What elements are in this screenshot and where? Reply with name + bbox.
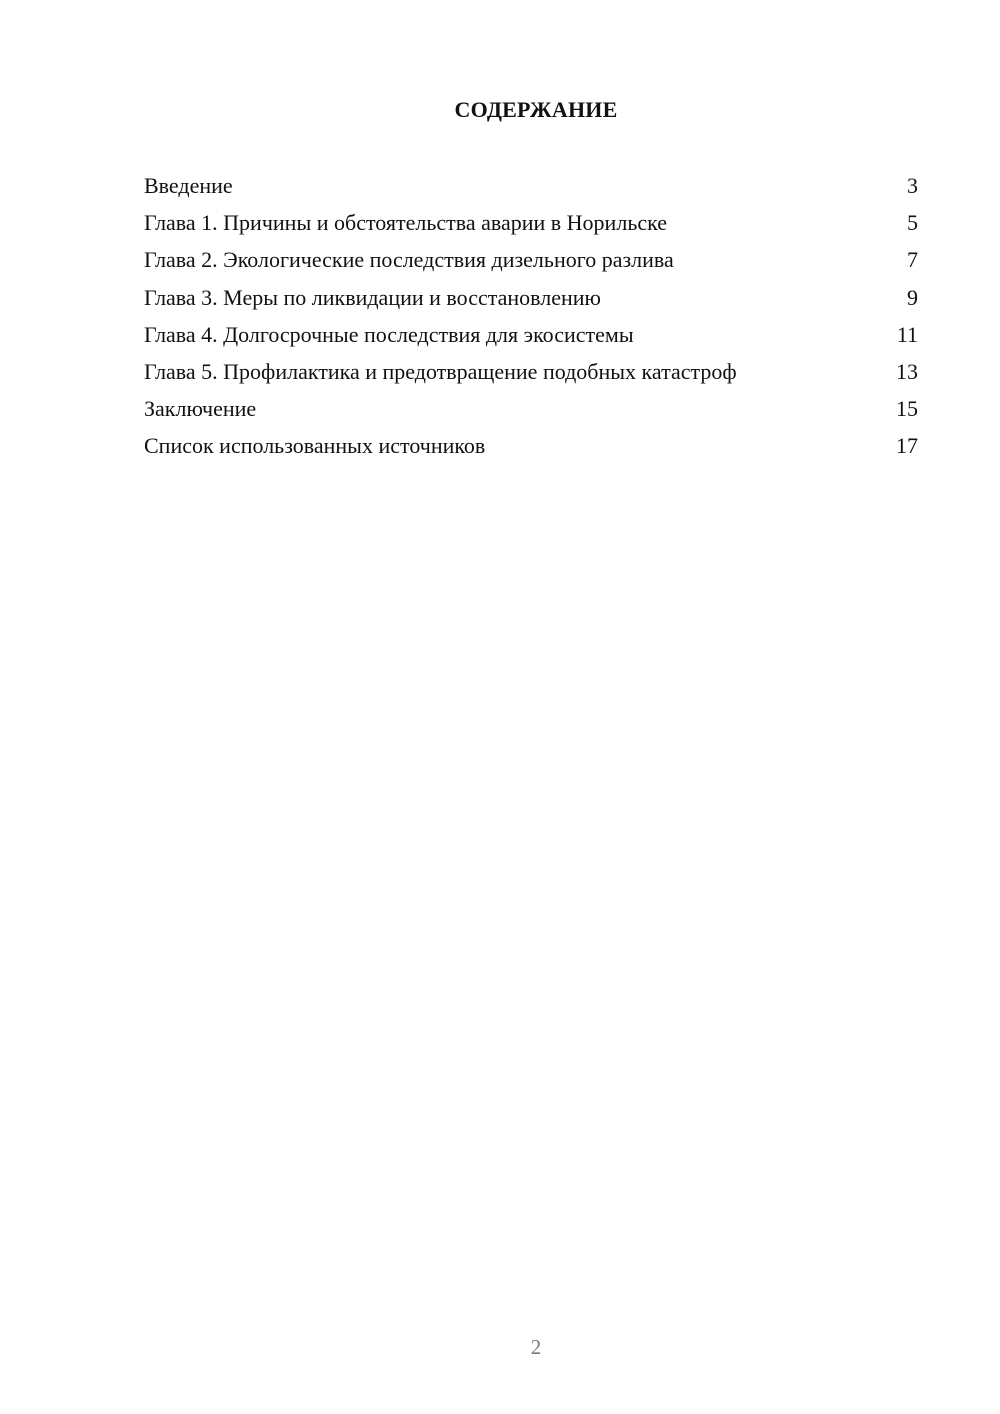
toc-entry-introduction [144, 167, 918, 204]
toc-entry-label: Глава 1. Причины и обстоятельства аварии в Норильске [144, 210, 668, 236]
toc-entry-page: 13 [896, 358, 918, 384]
toc-entry-page: 3 [907, 173, 918, 198]
table-of-contents [144, 167, 918, 465]
toc-entry-page: 9 [907, 284, 918, 310]
toc-entry-label: Глава 5. Профилактика и предотвращение подобных катастроф [144, 358, 737, 384]
toc-title: СОДЕРЖАНИЕ [454, 97, 618, 122]
toc-entry-page: 11 [896, 321, 918, 347]
toc-entry-label: Список использованных источников [144, 433, 486, 459]
toc-entry-label: Глава 4. Долгосрочные последствия для экосистемы [144, 321, 634, 347]
toc-entry-chapter-1 [144, 204, 918, 241]
toc-entry-conclusion [144, 390, 918, 427]
toc-entry-chapter-2 [144, 241, 918, 278]
toc-entry-page: 5 [907, 210, 918, 236]
toc-entry-page: 7 [907, 247, 918, 273]
toc-entry-label: Заключение [144, 396, 257, 422]
page-number: 2 [530, 1335, 542, 1359]
toc-entry-chapter-3 [144, 279, 918, 316]
toc-entry-page: 15 [896, 396, 918, 422]
toc-entry-references [144, 427, 918, 464]
toc-entry-label: Введение [144, 173, 233, 198]
toc-entry-chapter-4 [144, 316, 918, 353]
toc-entry-page: 17 [896, 433, 918, 459]
toc-entry-label: Глава 3. Меры по ликвидации и восстановлению [144, 284, 601, 310]
toc-entry-label: Глава 2. Экологические последствия дизельного разлива [144, 247, 674, 273]
toc-entry-chapter-5 [144, 353, 918, 390]
